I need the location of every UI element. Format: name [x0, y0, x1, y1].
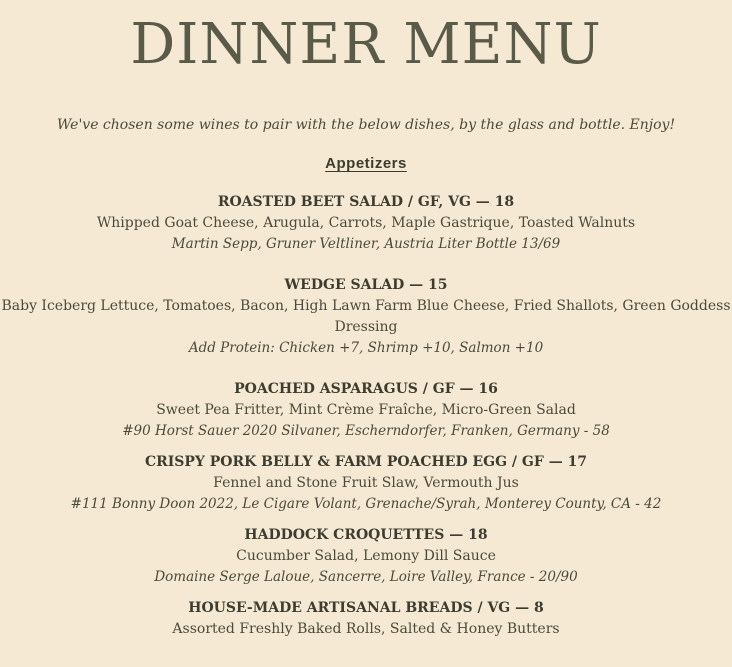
- dish-description: Assorted Freshly Baked Rolls, Salted & Honey Butters: [172, 621, 560, 637]
- dish-item: [0, 379, 732, 442]
- dish-item: [0, 192, 732, 255]
- dish-item: [0, 525, 732, 588]
- dish-name: HOUSE-MADE ARTISANAL BREADS / VG — 8: [188, 600, 544, 616]
- dish-description: Fennel and Stone Fruit Slaw, Vermouth Jus: [213, 475, 519, 491]
- dish-item: [0, 452, 732, 515]
- dish-item: [0, 275, 732, 359]
- section-heading-appetizers: Appetizers: [325, 155, 407, 172]
- dish-list: [0, 192, 732, 640]
- dish-pairing: #111 Bonny Doon 2022, Le Cigare Volant, Grenache/Syrah, Monterey County, CA - 42: [70, 496, 662, 512]
- dish-description: Sweet Pea Fritter, Mint Crème Fraîche, Micro-Green Salad: [156, 402, 576, 418]
- dish-name: CRISPY PORK BELLY & FARM POACHED EGG / GF — 17: [144, 454, 588, 470]
- dish-pairing: Martin Sepp, Gruner Veltliner, Austria Liter Bottle 13/69: [171, 236, 561, 252]
- dish-pairing: #90 Horst Sauer 2020 Silvaner, Escherndorfer, Franken, Germany - 58: [122, 423, 610, 439]
- dish-pairing: Add Protein: Chicken +7, Shrimp +10, Salmon +10: [188, 340, 544, 356]
- page-title: DINNER MENU: [130, 12, 602, 77]
- dish-name: ROASTED BEET SALAD / GF, VG — 18: [217, 194, 515, 210]
- dish-name: HADDOCK CROQUETTES — 18: [244, 527, 488, 543]
- dish-description: Whipped Goat Cheese, Arugula, Carrots, Maple Gastrique, Toasted Walnuts: [96, 215, 636, 231]
- dish-name: POACHED ASPARAGUS / GF — 16: [234, 381, 498, 397]
- dish-name: WEDGE SALAD — 15: [284, 277, 448, 293]
- dish-description: Cucumber Salad, Lemony Dill Sauce: [236, 548, 496, 564]
- dish-item: [0, 598, 732, 640]
- dish-description: Baby Iceberg Lettuce, Tomatoes, Bacon, High Lawn Farm Blue Cheese, Fried Shallots, Green Goddess Dressing: [1, 298, 731, 335]
- dish-pairing: Domaine Serge Laloue, Sancerre, Loire Valley, France - 20/90: [154, 569, 578, 585]
- menu-intro: We've chosen some wines to pair with the below dishes, by the glass and bottle. Enjoy!: [56, 117, 676, 133]
